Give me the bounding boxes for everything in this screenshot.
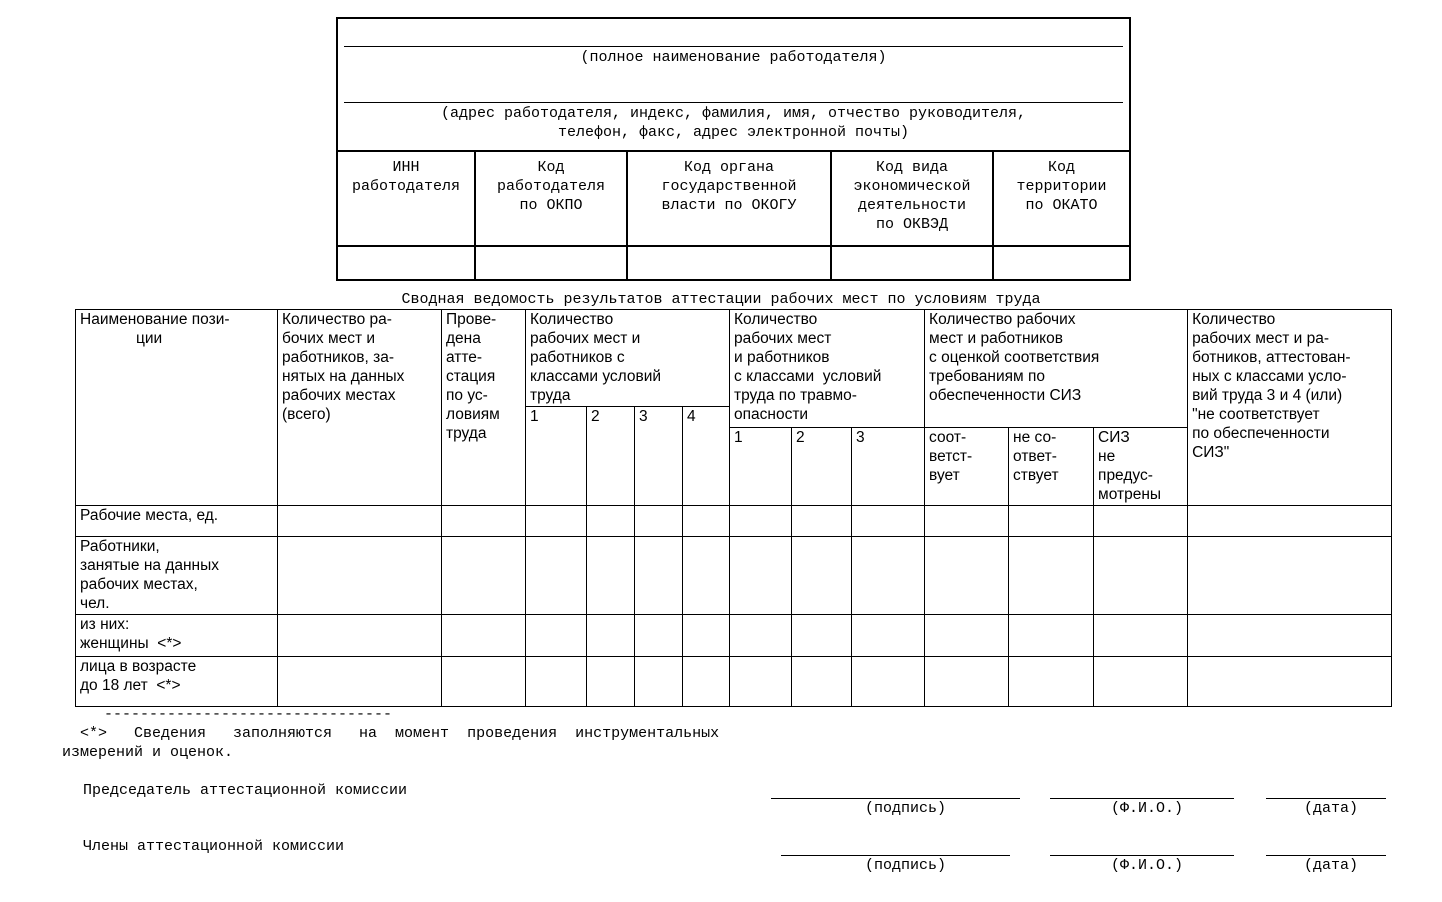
employer-address-caption-1: (адрес работодателя, индекс, фамилия, имя, отчество руководителя, bbox=[440, 105, 1027, 122]
class-num: 2 bbox=[587, 407, 635, 506]
footnote-separator: -------------------------------- bbox=[104, 706, 393, 723]
chairman-sign-caption: (подпись) bbox=[864, 800, 946, 817]
members-label: Члены аттестационной комиссии bbox=[83, 838, 345, 855]
footnote-line-1: <*> Сведения заполняются на момент проведения инструментальных bbox=[62, 725, 720, 742]
row-label: лица в возрасте до 18 лет <*> bbox=[76, 657, 278, 707]
table-row bbox=[76, 615, 1392, 657]
header-class-3-4: Количество рабочих мест и ра- ботников, аттестован- ных с классами усло- вий труда 3 и 4 (или) "не соответствует по обеспеченности СИЗ" bbox=[1188, 310, 1392, 506]
employer-address-caption-2: телефон, факс, адрес электронной почты) bbox=[557, 124, 910, 141]
header-position: Наименование пози- ции bbox=[76, 310, 278, 506]
header-siz: Количество рабочих мест и работников с оценкой соответствия требованиям по обеспеченности СИЗ bbox=[925, 310, 1188, 428]
row-label: Работники, занятые на данных рабочих местах, чел. bbox=[76, 537, 278, 615]
siz-not-complies: не со- ответ- ствует bbox=[1009, 428, 1094, 506]
code-okato-label: Код территории по ОКАТО bbox=[1016, 159, 1107, 214]
table-row bbox=[76, 537, 1392, 615]
summary-table bbox=[75, 309, 1392, 707]
employer-name-caption: (полное наименование работодателя) bbox=[580, 49, 887, 66]
code-inn-label: ИНН работодателя bbox=[351, 159, 461, 195]
members-fio-caption: (Ф.И.О.) bbox=[1110, 857, 1183, 874]
employer-name-line bbox=[344, 46, 1123, 47]
footnote-line-2: измерений и оценок. bbox=[62, 744, 234, 761]
members-sign-caption: (подпись) bbox=[864, 857, 946, 874]
header-total: Количество ра- бочих мест и работников, за- нятых на данных рабочих местах (всего) bbox=[278, 310, 442, 506]
codes-grid bbox=[338, 150, 1129, 279]
class-num: 1 bbox=[526, 407, 587, 506]
trauma-num: 1 bbox=[730, 428, 792, 506]
employer-address-line bbox=[344, 102, 1123, 103]
code-okpo-label: Код работодателя по ОКПО bbox=[496, 159, 606, 214]
chairman-label: Председатель аттестационной комиссии bbox=[83, 782, 408, 799]
header-conducted: Прове- дена атте- стация по ус- ловиям труда bbox=[442, 310, 526, 506]
members-date-caption: (дата) bbox=[1303, 857, 1358, 874]
siz-complies: соот- ветст- вует bbox=[925, 428, 1009, 506]
row-label: Рабочие места, ед. bbox=[76, 506, 278, 537]
trauma-num: 3 bbox=[852, 428, 925, 506]
table-row bbox=[76, 657, 1392, 707]
employer-header-block bbox=[336, 17, 1131, 281]
trauma-num: 2 bbox=[792, 428, 852, 506]
row-label: из них: женщины <*> bbox=[76, 615, 278, 657]
header-trauma: Количество рабочих мест и работников с классами условий труда по травмо- опасности bbox=[730, 310, 925, 428]
siz-not-provided: СИЗ не предус- мотрены bbox=[1094, 428, 1188, 506]
code-okogu-label: Код органа государственной власти по ОКОГУ bbox=[661, 159, 797, 214]
chairman-fio-caption: (Ф.И.О.) bbox=[1110, 800, 1183, 817]
chairman-date-caption: (дата) bbox=[1303, 800, 1358, 817]
code-okved-label: Код вида экономической деятельности по ОКВЭД bbox=[853, 159, 971, 233]
table-row bbox=[76, 506, 1392, 537]
class-num: 3 bbox=[635, 407, 683, 506]
header-classes: Количество рабочих мест и работников с классами условий труда bbox=[526, 310, 730, 407]
class-num: 4 bbox=[683, 407, 730, 506]
page-title: Сводная ведомость результатов аттестации рабочих мест по условиям труда bbox=[401, 291, 1041, 308]
